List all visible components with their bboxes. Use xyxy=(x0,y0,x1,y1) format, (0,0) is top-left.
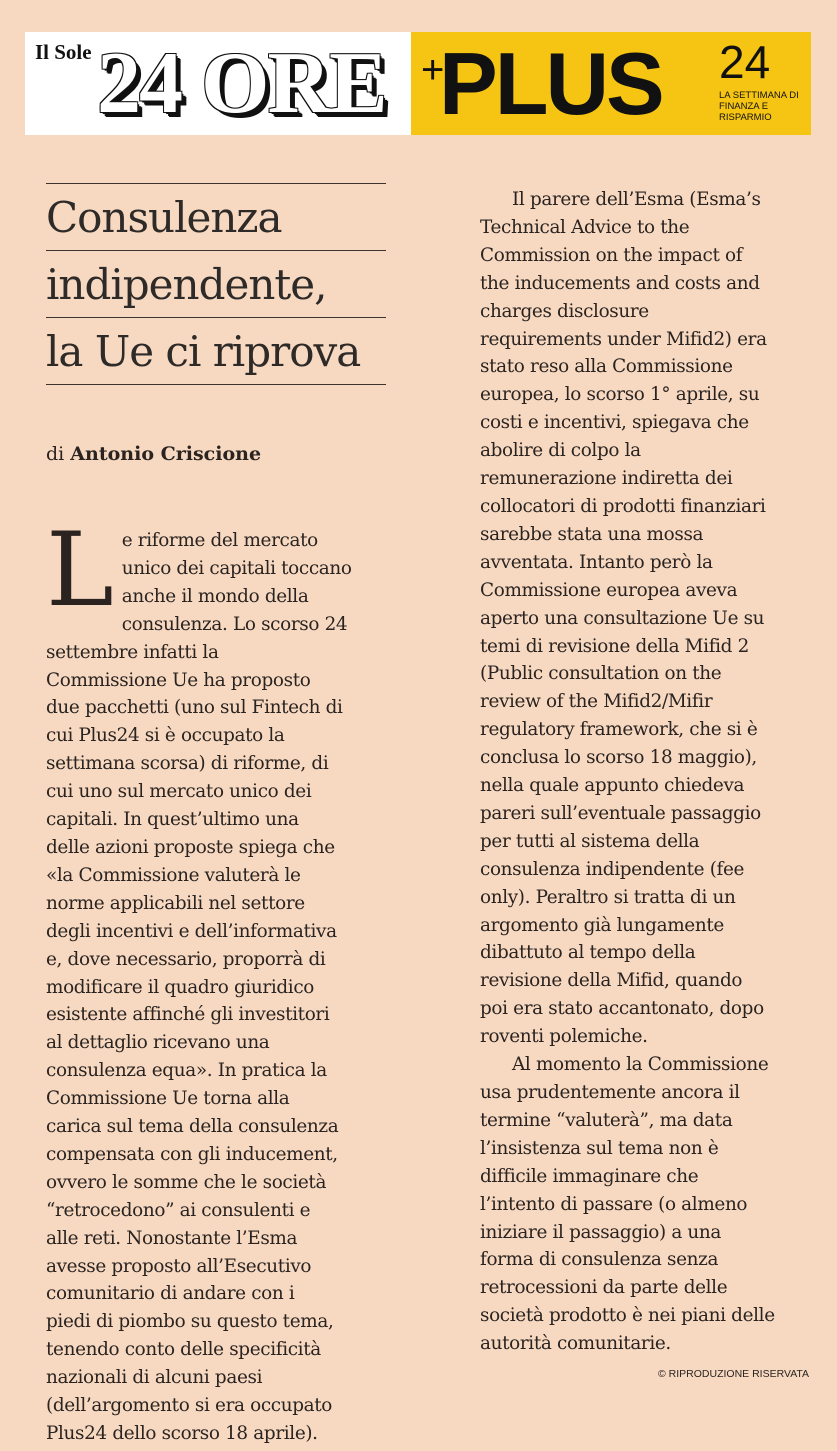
headline-block xyxy=(46,183,386,465)
plus-tagline: LA SETTIMANA DI FINANZA E RISPARMIO xyxy=(719,90,799,123)
paragraph-rest: usa prudentemente ancora il termine “valuterà”, ma data l’insistenza sul tema non è difficile immaginare che l’intento di passare (o almeno iniziare il passaggio) a una forma di consulenza senza retrocessioni da parte delle società prodotto è nei piani delle autorità comunitarie. xyxy=(480,1082,775,1355)
left-column-text: e riforme del mercato unico dei capitali toccano anche il mondo della consulenza. Lo scorso 24 settembre infatti la Commissione Ue ha proposto due pacchetti (uno sul Fintech di cui Plus24 si è occupato la settimana scorsa) di riforme, di cui uno sul mercato unico dei capitali. In quest’ultimo una delle azioni proposte spiega che «la Commissione valuterà le norme applicabili nel settore degli incentivi e dell’informativa e, dove necessario, proporrà di modificare il quadro giuridico esistente affinché gli investitori al dettaglio ricevano una consulenza equa». In pratica la Commissione Ue torna alla carica sul tema della consulenza compensata con gli inducement, ovvero le somme che le società “retrocedono” ai consulenti e alle reti. Nonostante l’Esma avesse proposto all’Esecutivo comunitario di andare con i piedi di piombo su questo tema, tenendo conto delle specificità nazionali di alcuni paesi (dell’argomento si era occupato Plus24 dello scorso 18 aprile). xyxy=(46,530,352,1444)
plus-number: 24 xyxy=(719,36,771,88)
plus-label: PLUS xyxy=(439,34,662,133)
right-paragraph-1 xyxy=(480,186,825,1051)
byline xyxy=(46,443,386,465)
drop-cap: L xyxy=(46,511,114,630)
headline-line: la Ue ci riprova xyxy=(46,318,386,385)
paragraph-first-line: Il parere dell’Esma (Esma’s xyxy=(512,189,761,210)
left-column xyxy=(46,511,391,1448)
plus-sign: + xyxy=(421,48,445,92)
il-sole-24-ore-logo xyxy=(25,32,411,135)
plus24-logo xyxy=(411,32,811,135)
right-column xyxy=(480,186,825,1358)
article-headline xyxy=(46,184,386,385)
masthead xyxy=(25,32,811,135)
headline-line: Consulenza xyxy=(46,184,386,251)
il-sole-label: Il Sole xyxy=(35,40,92,64)
byline-prefix: di xyxy=(46,443,65,465)
copyright-notice: © RIPRODUZIONE RISERVATA xyxy=(658,1368,810,1380)
author-name: Antonio Criscione xyxy=(70,443,262,465)
right-paragraph-2 xyxy=(480,1051,825,1358)
paragraph-first-line: Al momento la Commissione xyxy=(512,1054,769,1076)
headline-line: indipendente, xyxy=(46,251,386,318)
24-ore-label: 24 ORE xyxy=(97,35,386,132)
paragraph-rest: Technical Advice to the Commission on the impact of the inducements and costs and charges disclosure requirements under Mifid2) era stato reso alla Commissione europea, lo scorso 1° aprile, su costi e incentivi, spiegava che abolire di colpo la remunerazione indiretta dei collocatori di prodotti finanziari sarebbe stata una mossa avventata. Intanto però la Commissione europea aveva aperto una consultazione Ue su temi di revisione della Mifid 2 (Public consultation on the review of the Mifid2/Mifir regulatory framework, che si è conclusa lo scorso 18 maggio), nella quale appunto chiedeva pareri sull’eventuale passaggio per tutti al sistema della consulenza indipendente (fee only). Peraltro si tratta di un argomento già lungamente dibattuto al tempo della revisione della Mifid, quando poi era stato accantonato, dopo roventi polemiche. xyxy=(480,216,767,1048)
